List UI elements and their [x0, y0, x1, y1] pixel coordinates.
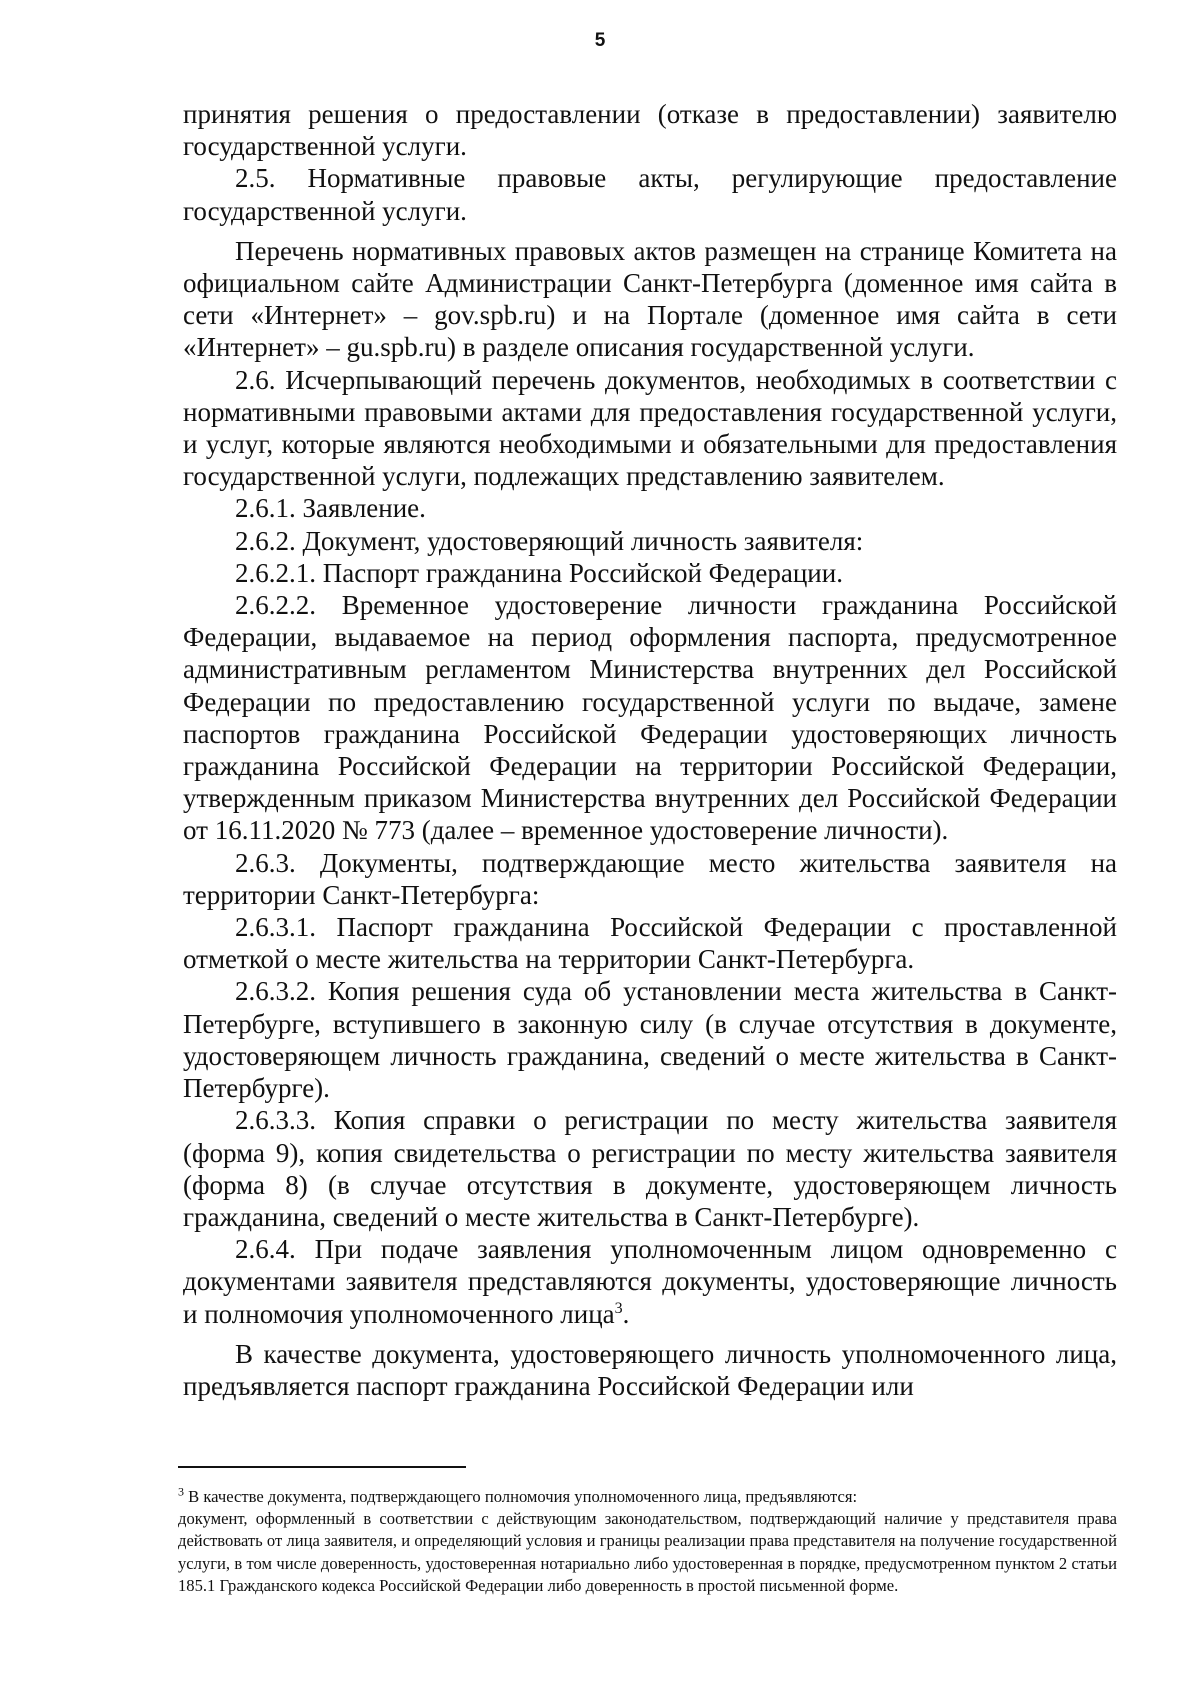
footnote — [178, 1486, 1117, 1597]
paragraph-2-6-3-1: 2.6.3.1. Паспорт гражданина Российской Федерации с проставленной отметкой о месте жительства на территории Санкт-Петербурга. — [183, 912, 1117, 975]
document-body — [183, 98, 1117, 1402]
paragraph-2-6-2: 2.6.2. Документ, удостоверяющий личность заявителя: — [235, 525, 864, 556]
footnote-text: документ, оформленный в соответствии с действующим законодательством, подтверждающий наличие у представителя права действовать от лица заявителя, и определяющий условия и границы реализации права представителя на получение государственной услуги, в том числе доверенность, удостоверенная нотариально либо удостоверенная в порядке, предусмотренном пунктом 2 статьи 185.1 Гражданского кодекса Российской Федерации либо доверенность в простой письменной форме. — [178, 1509, 1117, 1595]
footnote-reference: 3 — [614, 1299, 623, 1317]
paragraph-continuation: принятия решения о предоставлении (отказе в предоставлении) заявителю государственной услуги. — [183, 99, 1117, 162]
paragraph-2-6-3-3: 2.6.3.3. Копия справки о регистрации по месту жительства заявителя (форма 9), копия свидетельства о регистрации по месту жительства заявителя (форма 8) (в случае отсутствия в документе, удостоверяющем личность гражданина, сведений о месте жительства в Санкт-Петербурге). — [183, 1105, 1117, 1232]
footnote-divider — [178, 1466, 466, 1468]
paragraph-2-6: 2.6. Исчерпывающий перечень документов, необходимых в соответствии с нормативными правовыми актами для предоставления государственной услуги, и услуг, которые являются необходимыми и обязательными для предоставления государственной услуги, подлежащих представлению заявителем. — [183, 364, 1117, 492]
paragraph-authorized-person-id: В качестве документа, удостоверяющего личность уполномоченного лица, предъявляется паспорт гражданина Российской Федерации или — [183, 1338, 1117, 1401]
footnote-first-line — [178, 1486, 1117, 1508]
paragraph-2-6-2-2: 2.6.2.2. Временное удостоверение личности гражданина Российской Федерации, выдаваемое на период оформления паспорта, предусмотренное административным регламентом Министерства внутренних дел Российской Федерации по предоставлению государственной услуги по выдаче, замене паспортов гражданина Российской Федерации удостоверяющих личность гражданина Российской Федерации на территории Российской Федерации, утвержденным приказом Министерства внутренних дел Российской Федерации от 16.11.2020 № 773 (далее – временное удостоверение личности). — [183, 590, 1117, 846]
paragraph-2-6-4: 2.6.4. При подаче заявления уполномоченным лицом одновременно с документами заявителя представляются документы, удостоверяющие личность и полномочия уполномоченного лица$^3$. — [183, 1234, 1117, 1329]
paragraph-2-6-4-text: 2.6.4. При подаче заявления уполномоченным лицом одновременно с документами заявителя представляются документы, удостоверяющие личность и полномочия уполномоченного лица — [183, 1234, 1117, 1329]
paragraph-2-6-1: 2.6.1. Заявление. — [235, 493, 426, 524]
paragraph-2-5: 2.5. Нормативные правовые акты, регулирующие предоставление государственной услуги. — [183, 163, 1117, 226]
paragraph-2-6-3: 2.6.3. Документы, подтверждающие место жительства заявителя на территории Санкт-Петербурга: — [183, 847, 1117, 910]
footnote-heading: В качестве документа, подтверждающего полномочия уполномоченного лица, предъявляются: — [188, 1487, 858, 1506]
paragraph-2-6-3-2: 2.6.3.2. Копия решения суда об установлении места жительства в Санкт-Петербурге, вступившего в законную силу (в случае отсутствия в документе, удостоверяющем личность гражданина, сведений о месте жительства в Санкт-Петербурге). — [183, 976, 1117, 1104]
page-number: 5 — [594, 30, 606, 51]
footnote-mark: 3 — [178, 1484, 184, 1499]
paragraph-legal-acts-list: Перечень нормативных правовых актов размещен на странице Комитета на официальном сайте Администрации Санкт-Петербурга (доменное имя сайта в сети «Интернет» – gov.spb.ru) и на Портале (доменное имя сайта в сети «Интернет» – gu.spb.ru) в разделе описания государственной услуги. — [183, 235, 1117, 363]
paragraph-2-6-2-1: 2.6.2.1. Паспорт гражданина Российской Федерации. — [235, 557, 843, 588]
